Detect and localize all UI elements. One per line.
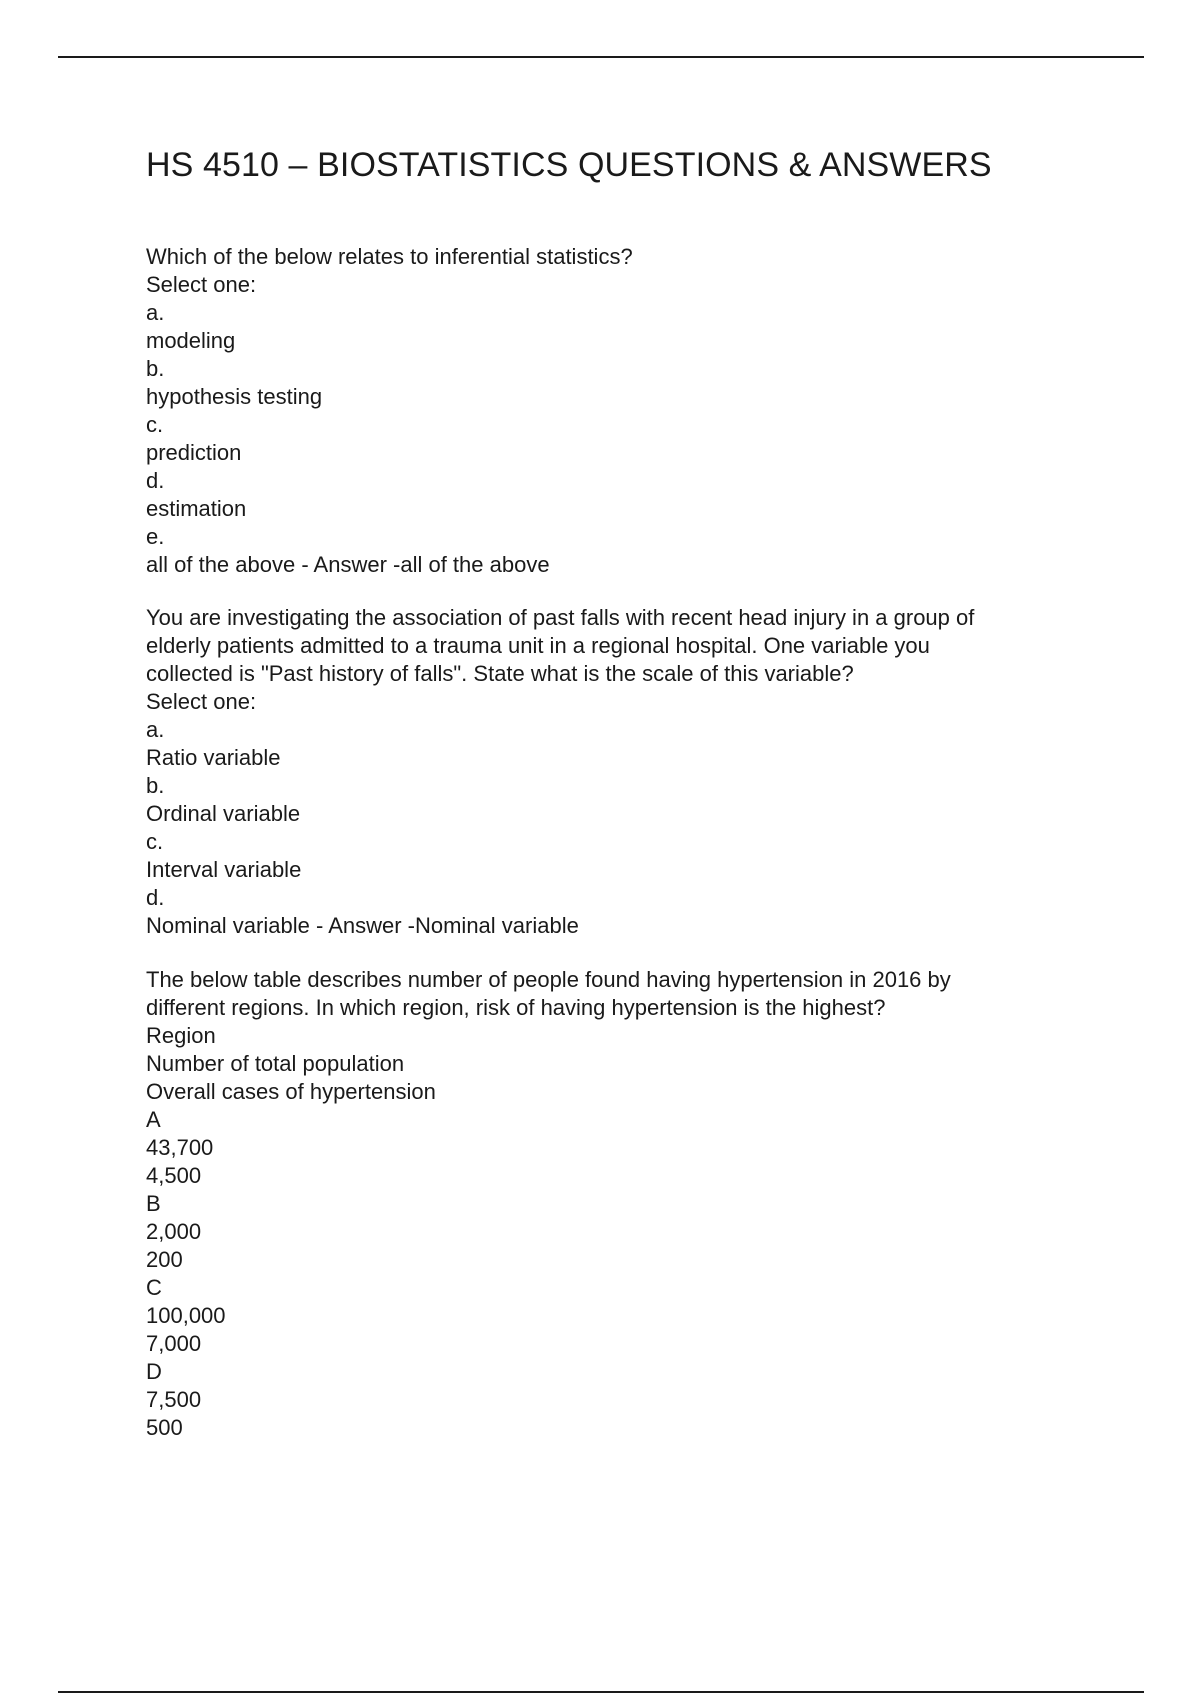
- region-c-population: 100,000: [146, 1303, 226, 1328]
- top-rule: [58, 56, 1144, 58]
- region-a-cases: 4,500: [146, 1163, 202, 1188]
- table-header-cases: Overall cases of hypertension: [146, 1079, 436, 1104]
- option-a-letter: a.: [146, 717, 165, 742]
- select-one-label: Select one:: [146, 272, 257, 297]
- region-d-cases: 500: [146, 1415, 183, 1440]
- question-3-stem-line-1: The below table describes number of people found having hypertension in 2016 by: [146, 967, 951, 992]
- question-2: [146, 604, 1106, 940]
- option-b-text: hypothesis testing: [146, 384, 323, 409]
- option-c-letter: c.: [146, 829, 164, 854]
- option-a-letter: a.: [146, 300, 165, 325]
- region-b-label: B: [146, 1191, 161, 1216]
- select-one-label: Select one:: [146, 689, 257, 714]
- region-a-population: 43,700: [146, 1135, 214, 1160]
- option-d-text: estimation: [146, 496, 247, 521]
- option-e-answer: all of the above - Answer -all of the above: [146, 552, 550, 577]
- bottom-rule: [58, 1691, 1144, 1693]
- option-b-letter: b.: [146, 773, 165, 798]
- document-title: HS 4510 – BIOSTATISTICS QUESTIONS & ANSWERS: [146, 146, 992, 184]
- question-3-stem-line-2: different regions. In which region, risk of having hypertension is the highest?: [146, 995, 886, 1020]
- question-2-stem-line-1: You are investigating the association of past falls with recent head injury in a group of: [146, 605, 975, 630]
- question-1-stem: Which of the below relates to inferential statistics?: [146, 244, 633, 269]
- option-c-letter: c.: [146, 412, 164, 437]
- region-c-label: C: [146, 1275, 162, 1300]
- option-d-letter: d.: [146, 468, 165, 493]
- option-c-text: prediction: [146, 440, 242, 465]
- region-a-label: A: [146, 1107, 161, 1132]
- region-c-cases: 7,000: [146, 1331, 202, 1356]
- table-header-region: Region: [146, 1023, 216, 1048]
- option-a-text: modeling: [146, 328, 236, 353]
- option-b-letter: b.: [146, 356, 165, 381]
- table-header-population: Number of total population: [146, 1051, 405, 1076]
- region-b-cases: 200: [146, 1247, 183, 1272]
- option-a-text: Ratio variable: [146, 745, 281, 770]
- question-3: [146, 966, 1106, 1442]
- option-e-letter: e.: [146, 524, 165, 549]
- region-d-label: D: [146, 1359, 162, 1384]
- option-d-letter: d.: [146, 885, 165, 910]
- region-b-population: 2,000: [146, 1219, 202, 1244]
- question-2-stem-line-2: elderly patients admitted to a trauma unit in a regional hospital. One variable you: [146, 633, 930, 658]
- question-1: [146, 243, 1106, 579]
- option-c-text: Interval variable: [146, 857, 302, 882]
- option-b-text: Ordinal variable: [146, 801, 301, 826]
- option-d-answer: Nominal variable - Answer -Nominal variable: [146, 913, 579, 938]
- question-2-stem-line-3: collected is "Past history of falls". State what is the scale of this variable?: [146, 661, 854, 686]
- region-d-population: 7,500: [146, 1387, 202, 1412]
